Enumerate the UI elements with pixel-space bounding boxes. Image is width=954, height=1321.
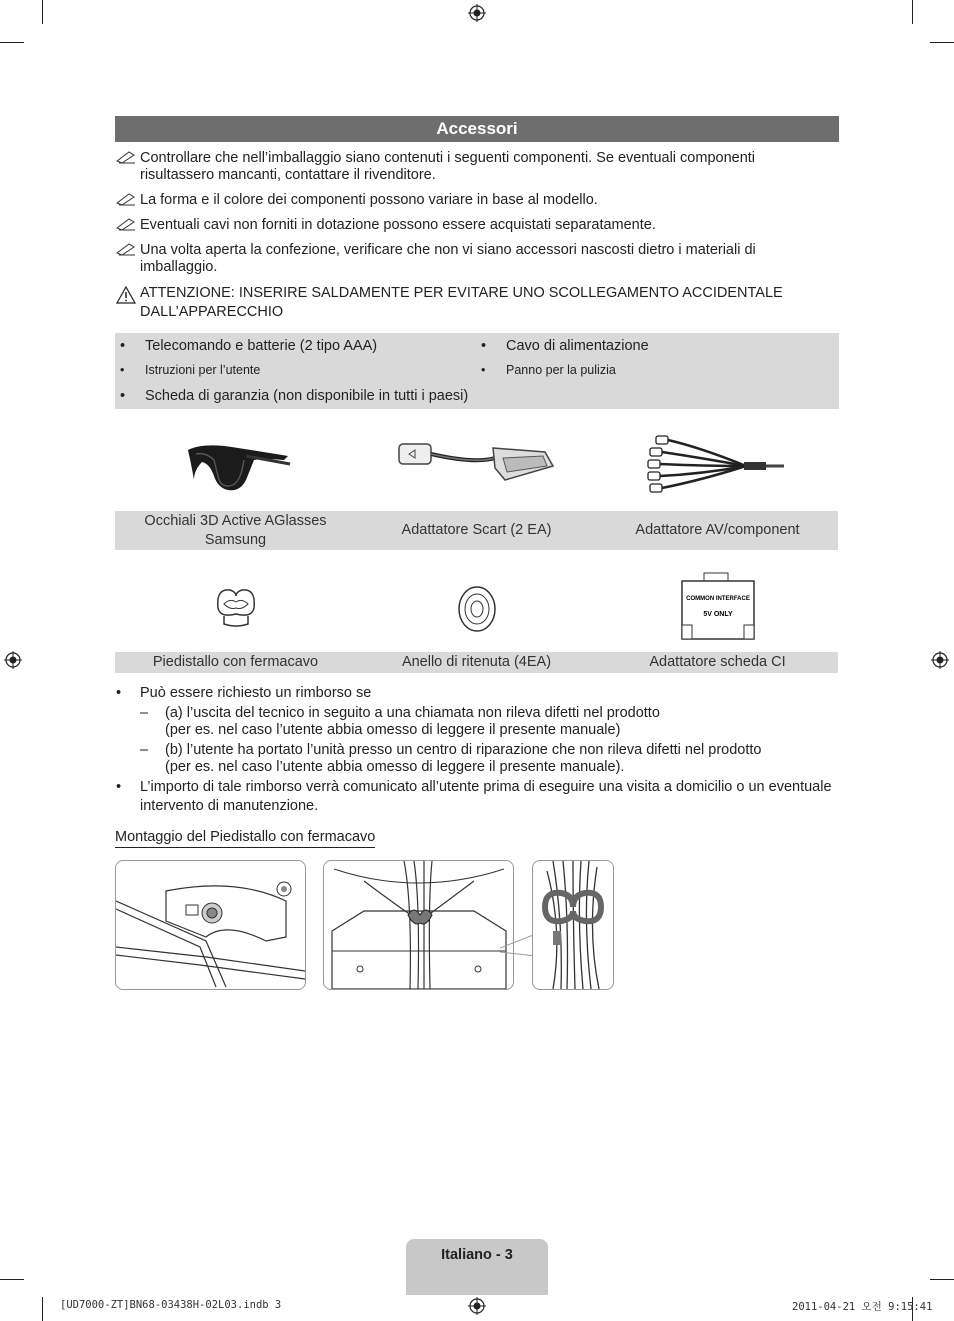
- accessory-caption: Anello di ritenuta (4EA): [401, 654, 552, 670]
- item-label: Scheda di garanzia (non disponibile in tutti i paesi): [145, 388, 469, 404]
- accessory-captions-row: [115, 652, 838, 673]
- item-label: Cavo di alimentazione: [506, 338, 649, 354]
- warning-note: [115, 284, 815, 322]
- note-item: [115, 242, 815, 276]
- crop-mark: [930, 1279, 954, 1280]
- crop-mark: [42, 0, 43, 24]
- 3d-glasses-icon: [184, 440, 292, 496]
- refund-text: (a) l’uscita del tecnico in seguito a una chiamata non rileva difetti nel prodotto: [165, 705, 660, 721]
- registration-mark-icon: [468, 4, 486, 22]
- cable-holder-stand-icon: [212, 584, 260, 630]
- item-label: Telecomando e batterie (2 tipo AAA): [145, 338, 378, 354]
- accessory-captions-row: [115, 511, 838, 550]
- crop-mark: [0, 42, 24, 43]
- accessory-caption: Adattatore Scart (2 EA): [401, 522, 552, 538]
- crop-mark: [930, 42, 954, 43]
- pencil-note-icon: [115, 150, 137, 164]
- registration-mark-icon: [468, 1297, 486, 1315]
- pencil-note-icon: [115, 192, 137, 206]
- crop-mark: [42, 1297, 43, 1321]
- section-title: Accessori: [115, 116, 839, 142]
- bullet-marker: •: [116, 779, 122, 795]
- scart-adapter-icon: [395, 438, 557, 484]
- crop-mark: [0, 1279, 24, 1280]
- holder-ring-icon: [456, 584, 498, 634]
- card-label: 5V ONLY: [703, 611, 733, 618]
- ci-card-adapter-icon: [678, 571, 758, 643]
- item-label: Istruzioni per l’utente: [145, 363, 261, 377]
- warning-text: DALL’APPARECCHIO: [140, 304, 284, 320]
- warning-triangle-icon: [115, 285, 137, 305]
- footer-file-info: [UD7000-ZT]BN68-03438H-02L03.indb 3: [60, 1299, 282, 1311]
- pencil-note-icon: [115, 242, 137, 256]
- pencil-note-icon: [115, 217, 137, 231]
- note-text: Eventuali cavi non forniti in dotazione possono essere acquistati separatamente.: [140, 217, 656, 233]
- bullet-marker: •: [116, 685, 122, 701]
- note-item: [115, 192, 815, 209]
- dash-marker: –: [140, 705, 149, 721]
- crop-mark: [912, 0, 913, 24]
- note-item: [115, 217, 815, 234]
- note-text: La forma e il colore dei componenti possono variare in base al modello.: [140, 192, 598, 208]
- assembly-step-1-illustration: [115, 860, 306, 990]
- refund-text: Può essere richiesto un rimborso se: [140, 685, 372, 701]
- card-label: COMMON INTERFACE: [686, 596, 750, 602]
- refund-text: (per es. nel caso l’utente abbia omesso di leggere il presente manuale): [165, 722, 621, 738]
- refund-text: (per es. nel caso l’utente abbia omesso di leggere il presente manuale).: [165, 759, 625, 775]
- registration-mark-icon: [4, 651, 22, 669]
- footer-timestamp: 2011-04-21 오전 9:15:41: [792, 1301, 933, 1313]
- refund-text: (b) l’utente ha portato l’unità presso un centro di riparazione che non rileva difetti nel prodotto: [165, 742, 762, 758]
- accessory-caption: Adattatore scheda CI: [649, 654, 786, 670]
- note-item: [115, 150, 815, 184]
- av-component-adapter-icon: [642, 432, 788, 502]
- note-text: risultassero mancanti, contattare il rivenditore.: [140, 167, 436, 183]
- included-items-box: • Telecomando e batterie (2 tipo AAA) • Istruzioni per l’utente • Scheda di garanzia (non disponibile in tutti i paesi) • Cavo di alimentazione • Panno per la pulizia: [115, 333, 839, 409]
- refund-text: L’importo di tale rimborso verrà comunicato all’utente prima di eseguire una visita a domicilio o un eventuale: [140, 779, 832, 795]
- accessory-caption: Piedistallo con fermacavo: [152, 654, 319, 670]
- assembly-title: Montaggio del Piedistallo con fermacavo: [115, 829, 375, 848]
- note-text: Una volta aperta la confezione, verificare che non vi siano accessori nascosti dietro i materiali di: [140, 242, 756, 258]
- page-number-tab: Italiano - 3: [406, 1239, 548, 1295]
- refund-text: intervento di manutenzione.: [140, 798, 319, 814]
- registration-mark-icon: [931, 651, 949, 669]
- item-label: Panno per la pulizia: [506, 363, 616, 377]
- zoom-connector-icon: [500, 930, 536, 960]
- assembly-step-3-illustration: [532, 860, 614, 990]
- accessory-caption: Adattatore AV/component: [635, 522, 800, 538]
- accessory-caption: Occhiali 3D Active AGlasses Samsung: [144, 513, 327, 548]
- note-text: imballaggio.: [140, 259, 218, 275]
- note-text: Controllare che nell’imballaggio siano contenuti i seguenti componenti. Se eventuali componenti: [140, 150, 756, 166]
- dash-marker: –: [140, 742, 149, 758]
- warning-text: ATTENZIONE: INSERIRE SALDAMENTE PER EVITARE UNO SCOLLEGAMENTO ACCIDENTALE: [140, 285, 783, 301]
- assembly-step-2-illustration: [323, 860, 514, 990]
